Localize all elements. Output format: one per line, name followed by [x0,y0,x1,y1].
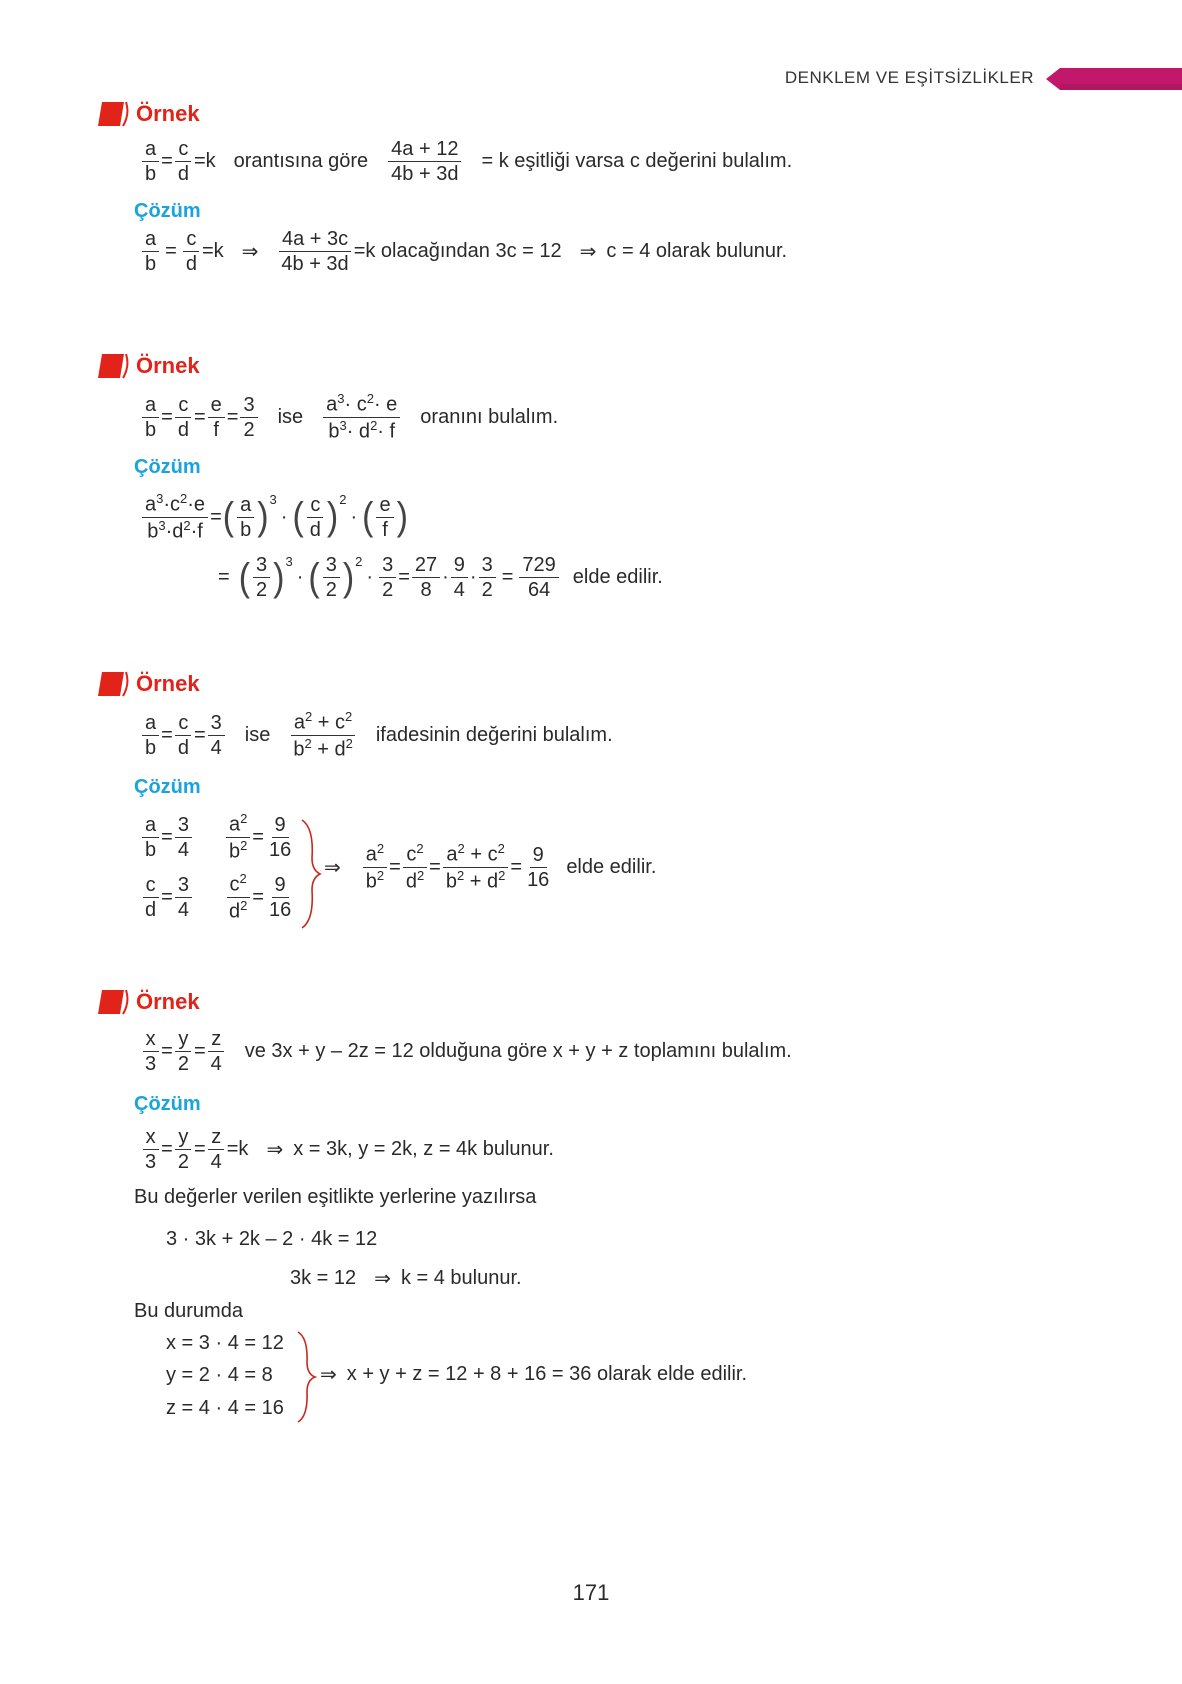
example-3-question: $\frac{a}{b}$ = $\frac{c}{d}$ = $\frac{3}{4}$ ise $\frac{a^2 + c^2}{b^2 + d^2}$ ifadesinin değerini bulalım. [140,710,613,760]
right-brace-icon [300,818,322,930]
example-1-question: $\frac{a}{b}$ = $\frac{c}{d}$ =k orantısına göre $\frac{4a + 12}{4b + 3d}$ = k eşitliği varsa c değerini bulalım. [140,138,792,185]
chapter-tab-icon [1046,68,1182,90]
implies-icon: ⇒ [241,241,259,263]
example-2-solution-heading: Çözüm [134,456,201,478]
example-4-text-2: Bu durumda [134,1300,243,1322]
chapter-title: DENKLEM VE EŞİTSİZLİKLER [784,68,1034,87]
example-4-z-value: z = 4 · 4 = 16 [166,1397,284,1419]
example-4-question: $\frac{x}{3}$ = $\frac{y}{2}$ = $\frac{z}{4}$ ve 3x + y – 2z = 12 olduğuna göre x + y + z toplamını bulalım. [140,1028,792,1075]
example-1-heading: Örnek [96,100,200,128]
example-4-text-1: Bu değerler verilen eşitlikte yerlerine yazılırsa [134,1186,537,1208]
example-4-y-value: y = 2 · 4 = 8 [166,1364,273,1386]
example-2-question: $\frac{a}{b}$ = $\frac{c}{d}$ = $\frac{e}{f}$ = $\frac{3}{2}$ ise $\frac{a^3\cdot c^2\cdot e}{b^3\cdot d^2\cdot f}$ oranını bulalım. [140,392,558,442]
example-1-solution-heading: Çözüm [134,200,201,222]
implies-icon: ⇒ [266,1139,284,1161]
example-4-heading: Örnek [96,988,200,1016]
example-2-solution-line-1: $\frac{a^3\cdot c^2\cdot e}{b^3\cdot d^2\cdot f}$ = ( $\frac{a}{b}$ ) $^3$ · ( $\frac{c}{d}$ ) $^2$ · ( $\frac{e}{f}$ ) [140,492,409,542]
example-3-solution-heading: Çözüm [134,776,201,798]
example-4-x-value: x = 3 · 4 = 12 [166,1332,284,1354]
example-marker-icon [96,100,130,128]
example-3-heading: Örnek [96,670,200,698]
example-3-solution-row-2: $\frac{c}{d}$ = $\frac{3}{4}$ $\frac{c^2}{d^2}$ = $\frac{9}{16}$ [140,872,296,922]
example-4-solution-heading: Çözüm [134,1093,201,1115]
example-3-solution-row-1: $\frac{a}{b}$ = $\frac{3}{4}$ $\frac{a^2}{b^2}$ = $\frac{9}{16}$ [140,812,296,862]
example-1-solution: $\frac{a}{b}$ = $\frac{c}{d}$ =k ⇒ $\frac{4a + 3c}{4b + 3d}$ =k olacağından 3c = 12 ⇒ c = 4 olarak bulunur. [140,228,787,275]
right-brace-icon [296,1330,318,1424]
example-2-heading: Örnek [96,352,200,380]
example-4-equation-2: 3k = 12 ⇒ k = 4 bulunur. [290,1267,522,1290]
page-number: 171 [572,1580,610,1605]
example-4-solution-line-1: $\frac{x}{3}$ = $\frac{y}{2}$ = $\frac{z}{4}$ =k ⇒ x = 3k, y = 2k, z = 4k bulunur. [140,1126,554,1173]
example-2-solution-line-2: = ( $\frac{3}{2}$ ) $^3$ · ( $\frac{3}{2}$ ) $^2$ · $\frac{3}{2}$ = $\frac{27}{8}$ · $\frac{9}{4}$ · $\frac{3}{2}$ = $\frac{729}{64}$ elde edilir. [218,554,663,601]
implies-icon: ⇒ [320,1364,337,1386]
example-marker-icon [96,670,130,698]
example-4-result: ⇒ x + y + z = 12 + 8 + 16 = 36 olarak elde edilir. [320,1363,748,1386]
example-marker-icon [96,352,130,380]
example-marker-icon [96,988,130,1016]
implies-icon: ⇒ [579,241,597,263]
example-4-equation-1: 3 · 3k + 2k – 2 · 4k = 12 [166,1228,378,1250]
implies-icon: ⇒ [324,856,341,879]
implies-icon: ⇒ [374,1268,391,1290]
example-3-solution-result: ⇒ $\frac{a^2}{b^2}$ = $\frac{c^2}{d^2}$ = $\frac{a^2 + c^2}{b^2 + d^2}$ = $\frac{9}{16}$ elde edilir. [324,841,657,893]
